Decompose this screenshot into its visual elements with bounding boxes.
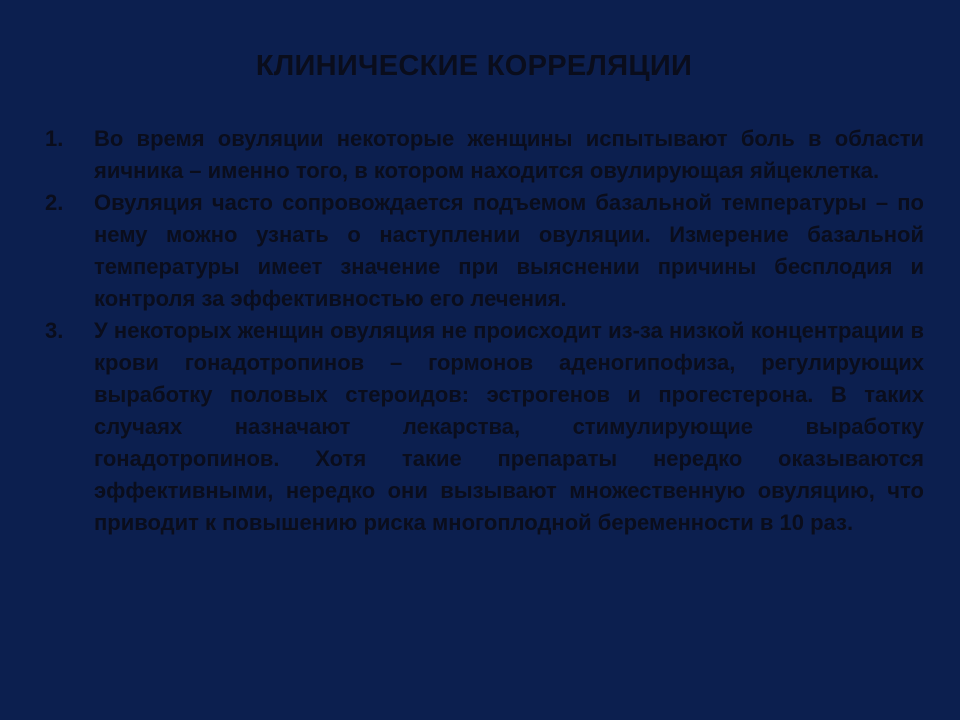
list-item — [0, 187, 960, 315]
list-item-number: 2. — [45, 190, 64, 215]
correlations-list — [0, 123, 960, 539]
list-item — [0, 315, 960, 539]
list-item-number: 1. — [45, 126, 64, 151]
list-item-text: Овуляция часто сопровождается подъемом базальной температуры – по нему можно узнать о наступлении овуляции. Измерение базальной температуры имеет значение при выяснении причины бесплодия и контроля за эффективностью его лечения. — [94, 190, 924, 311]
list-item-number: 3. — [45, 318, 64, 343]
slide-title: КЛИНИЧЕСКИЕ КОРРЕЛЯЦИИ — [255, 50, 693, 82]
list-item-text: Во время овуляции некоторые женщины испытывают боль в области яичника – именно того, в котором находится овулирующая яйцеклетка. — [94, 126, 924, 183]
list-item — [0, 123, 960, 187]
list-item-text: У некоторых женщин овуляция не происходит из-за низкой концентрации в крови гонадотропинов – гормонов аденогипофиза, регулирующих выработку половых стероидов: эстрогенов и прогестерона. В таких случаях назначают лекарства, стимулирующие выработку гонадотропинов. Хотя такие препараты нередко оказываются эффективными, нередко они вызывают множественную овуляцию, что приводит к повышению риска многоплодной беременности в 10 раз. — [94, 318, 924, 535]
